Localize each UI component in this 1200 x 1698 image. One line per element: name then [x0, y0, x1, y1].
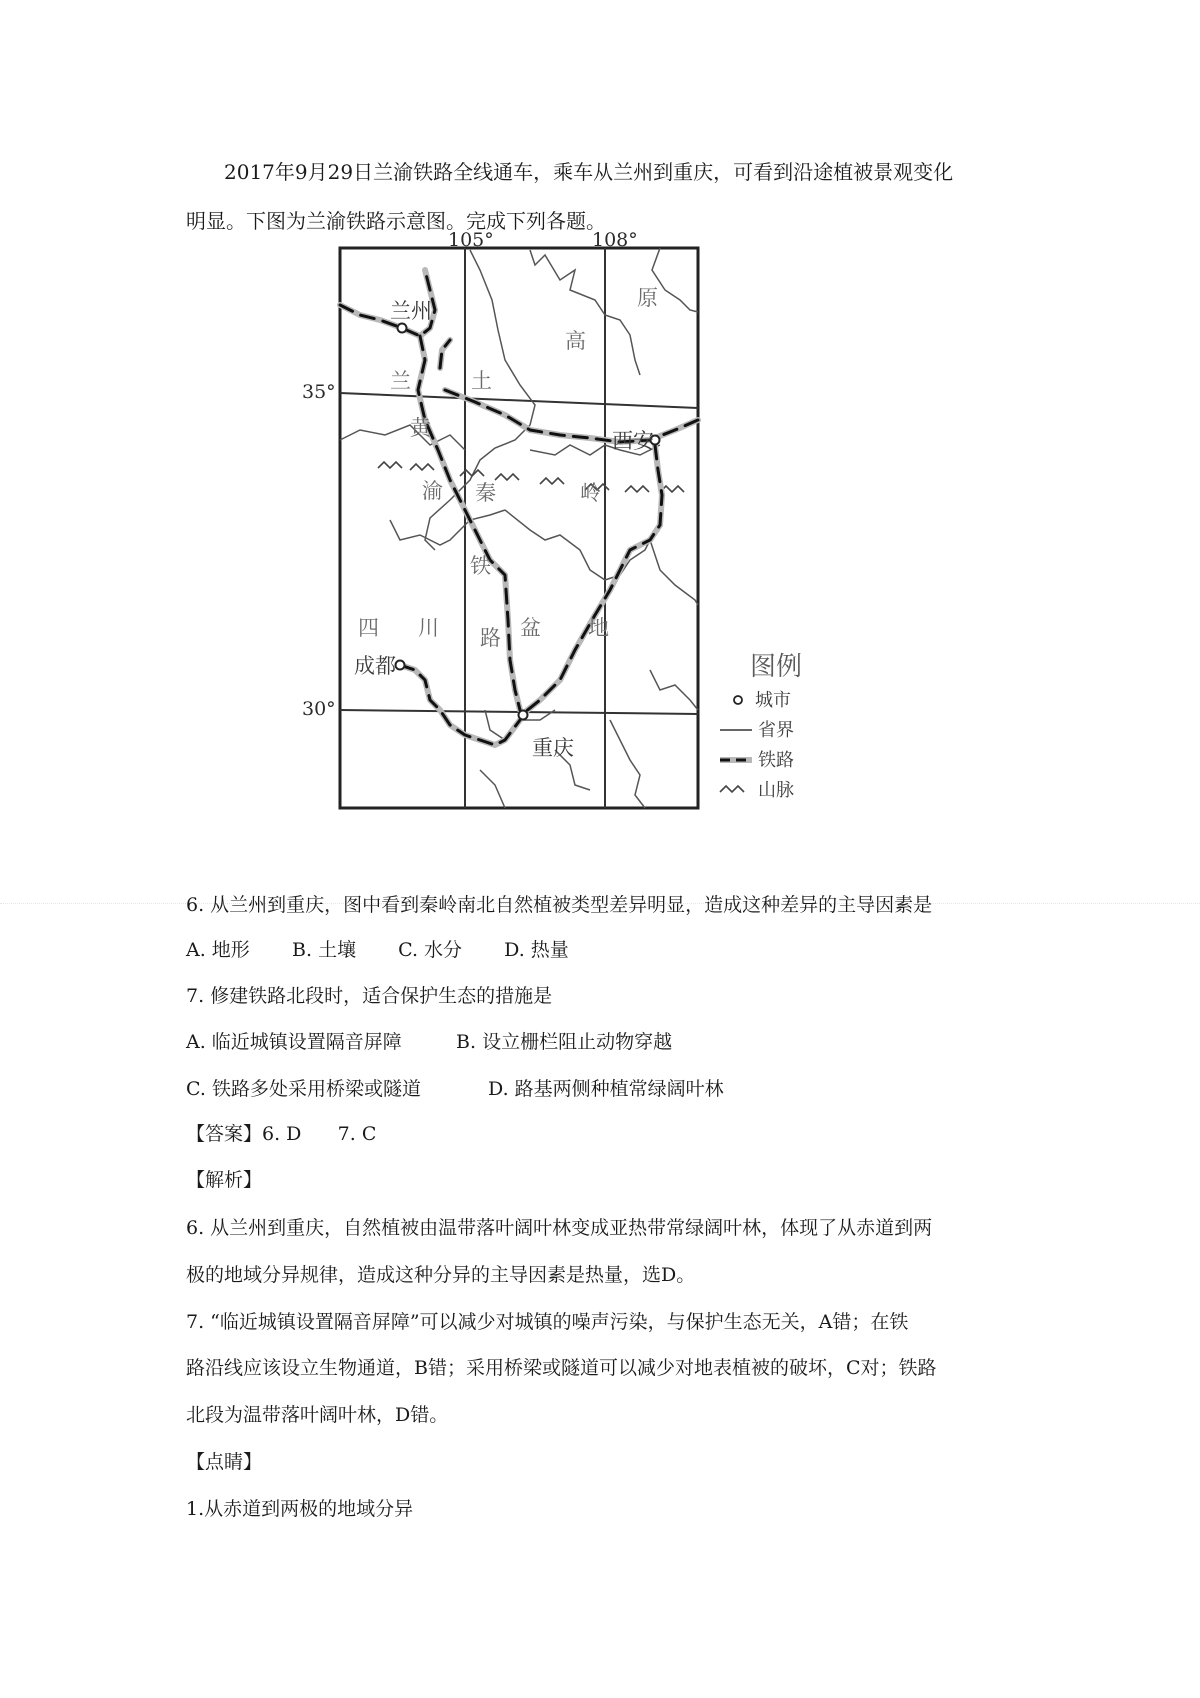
legend-item-railway: 铁路	[758, 750, 794, 771]
region-char-qin: 秦	[475, 481, 496, 505]
city-markers	[396, 324, 660, 720]
region-char-gao: 高	[565, 329, 586, 353]
answer-text: 6. D 7. C	[262, 1123, 377, 1145]
analysis-7-line-1: 7. “临近城镇设置隔音屏障”可以减少对城镇的噪声污染，与保护生态无关，A错；在铁	[186, 1311, 909, 1333]
region-char-yu: 渝	[422, 479, 443, 503]
region-char-chuan: 川	[418, 616, 439, 640]
answer-label: 【答案】	[186, 1123, 263, 1145]
question-6-options	[186, 935, 569, 962]
analysis-6-line-2: 极的地域分异规律，造成这种分异的主导因素是热量，选D。	[186, 1264, 696, 1286]
legend-mountain-symbol	[720, 786, 744, 792]
q7-option-c: C. 铁路多处采用桥梁或隧道	[186, 1078, 421, 1100]
q6-option-b: B. 土壤	[292, 939, 357, 961]
region-char-lan: 兰	[390, 369, 411, 393]
city-label-chengdu: 成都	[354, 654, 396, 678]
answer-line	[186, 1119, 376, 1146]
city-marker-lanzhou	[398, 324, 407, 333]
analysis-7-line-3: 北段为温带落叶阔叶林，D错。	[186, 1404, 449, 1426]
city-label-lanzhou: 兰州	[390, 299, 432, 323]
region-char-lu: 路	[480, 626, 501, 650]
region-char-huang: 黄	[410, 416, 431, 440]
tip-label: 【点睛】	[186, 1451, 263, 1473]
lat-label-35: 35°	[302, 381, 336, 403]
q6-option-c: C. 水分	[398, 939, 463, 961]
parallel-35	[340, 393, 698, 408]
lon-label-108: 108°	[592, 229, 638, 251]
analysis-7-line-2: 路沿线应该设立生物通道，B错；采用桥梁或隧道可以减少对地表植被的破坏，C对；铁路	[186, 1357, 937, 1379]
q6-option-d: D. 热量	[504, 939, 569, 961]
intro-line-1: 2017年9月29日兰渝铁路全线通车，乘车从兰州到重庆，可看到沿途植被景观变化	[224, 160, 954, 184]
city-label-chongqing: 重庆	[532, 736, 574, 760]
legend-item-province: 省界	[758, 720, 794, 741]
legend-city-symbol	[734, 696, 742, 704]
question-6-stem: 6. 从兰州到重庆，图中看到秦岭南北自然植被类型差异明显，造成这种差异的主导因素是	[186, 894, 933, 916]
question-7-options-row2	[186, 1074, 724, 1101]
region-char-ling: 岭	[580, 481, 601, 505]
city-marker-chengdu	[396, 661, 405, 670]
region-char-yuan: 原	[637, 286, 658, 310]
lon-label-105: 105°	[448, 229, 494, 251]
q6-option-a: A. 地形	[186, 939, 250, 961]
question-7-options-row1	[186, 1027, 672, 1054]
q7-option-d: D. 路基两侧种植常绿阔叶林	[488, 1078, 724, 1100]
map-legend	[720, 652, 802, 801]
q7-option-a: A. 临近城镇设置隔音屏障	[186, 1031, 402, 1053]
city-label-xian: 西安	[612, 429, 654, 453]
region-char-pen: 盆	[520, 616, 541, 640]
tip-line-1: 1.从赤道到两极的地域分异	[186, 1498, 414, 1520]
lat-label-30: 30°	[302, 698, 336, 720]
city-marker-chongqing	[519, 711, 528, 720]
q7-option-b: B. 设立栅栏阻止动物穿越	[456, 1031, 673, 1053]
analysis-6-line-1: 6. 从兰州到重庆，自然植被由温带落叶阔叶林变成亚热带常绿阔叶林，体现了从赤道到两	[186, 1217, 933, 1239]
lanyu-railway-map	[302, 229, 890, 872]
legend-title: 图例	[750, 652, 803, 682]
region-char-tie: 铁	[470, 554, 491, 578]
intro-line-2: 明显。下图为兰渝铁路示意图。完成下列各题。	[186, 209, 606, 233]
region-char-si: 四	[358, 616, 379, 640]
analysis-label: 【解析】	[186, 1169, 263, 1191]
region-char-tu: 土	[471, 369, 492, 393]
region-char-di: 地	[588, 616, 609, 640]
legend-item-city: 城市	[755, 690, 791, 711]
question-7-stem: 7. 修建铁路北段时，适合保护生态的措施是	[186, 985, 553, 1007]
legend-item-mountain: 山脉	[758, 780, 794, 801]
